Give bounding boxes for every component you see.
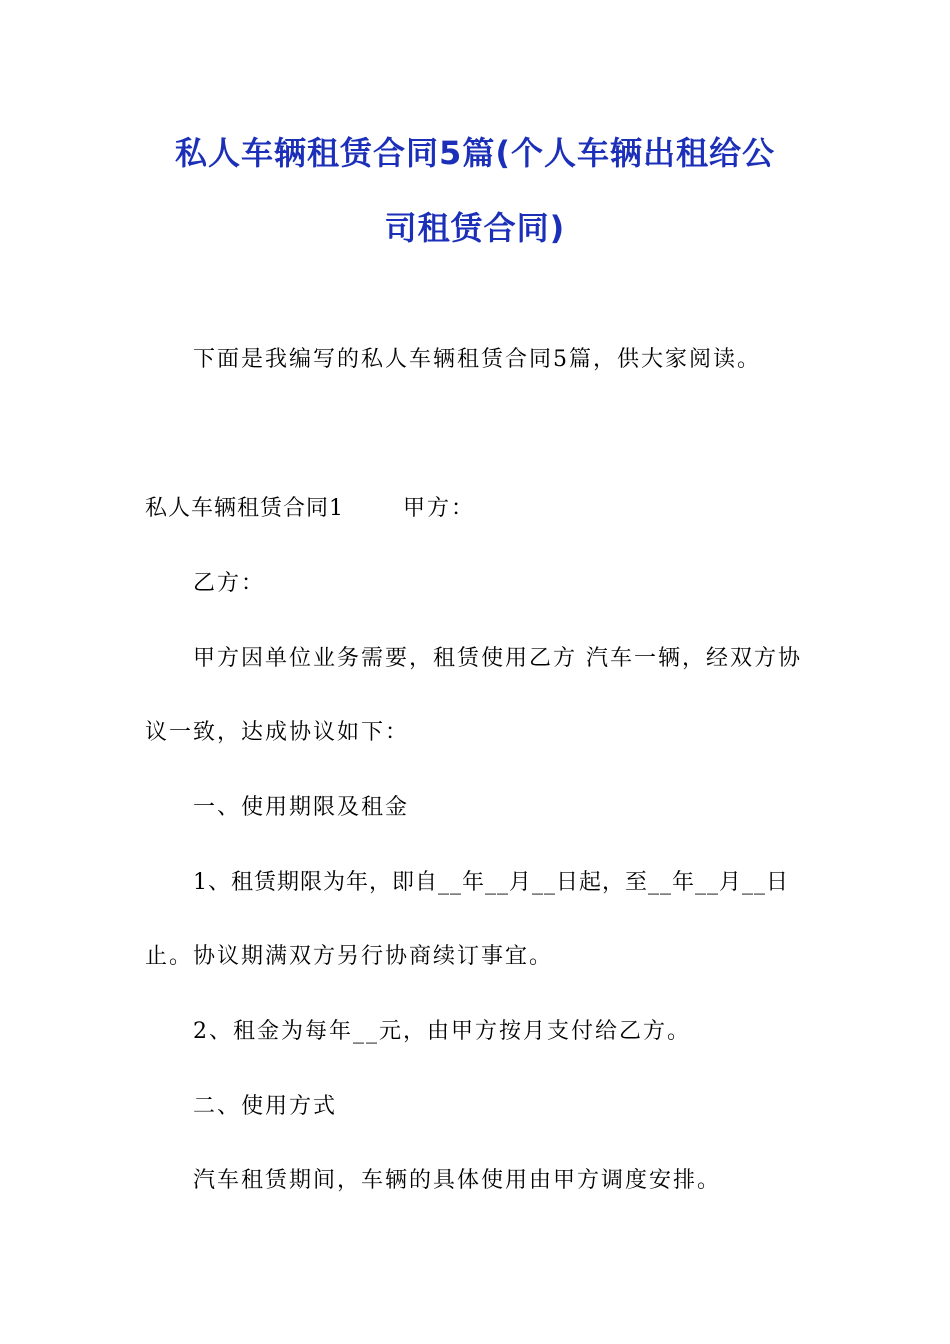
document-title-line2: 司租赁合同) bbox=[384, 209, 566, 247]
intro-paragraph: 下面是我编写的私人车辆租赁合同5篇，供大家阅读。 bbox=[193, 347, 761, 372]
paragraph-line: 甲方因单位业务需要，租赁使用乙方 汽车一辆，经双方协 bbox=[193, 646, 802, 671]
section-heading: 一、使用期限及租金 bbox=[193, 795, 410, 820]
list-item-line: 止。协议期满双方另行协商续订事宜。 bbox=[145, 944, 554, 969]
section-heading: 二、使用方式 bbox=[193, 1094, 338, 1119]
party-a-label: 甲方： bbox=[403, 496, 476, 521]
party-b-label: 乙方： bbox=[193, 571, 266, 596]
paragraph: 汽车租赁期间，车辆的具体使用由甲方调度安排。 bbox=[193, 1168, 722, 1193]
list-item-line: 1、租赁期限为年，即自__年__月__日起，至__年__月__日 bbox=[193, 870, 789, 895]
list-item: 2、租金为每年__元，由甲方按月支付给乙方。 bbox=[193, 1019, 691, 1044]
paragraph-line: 议一致，达成协议如下： bbox=[145, 720, 410, 745]
contract-heading: 私人车辆租赁合同1 bbox=[145, 496, 344, 521]
document-title-line1: 私人车辆租赁合同5篇(个人车辆出租给公 bbox=[175, 134, 775, 172]
